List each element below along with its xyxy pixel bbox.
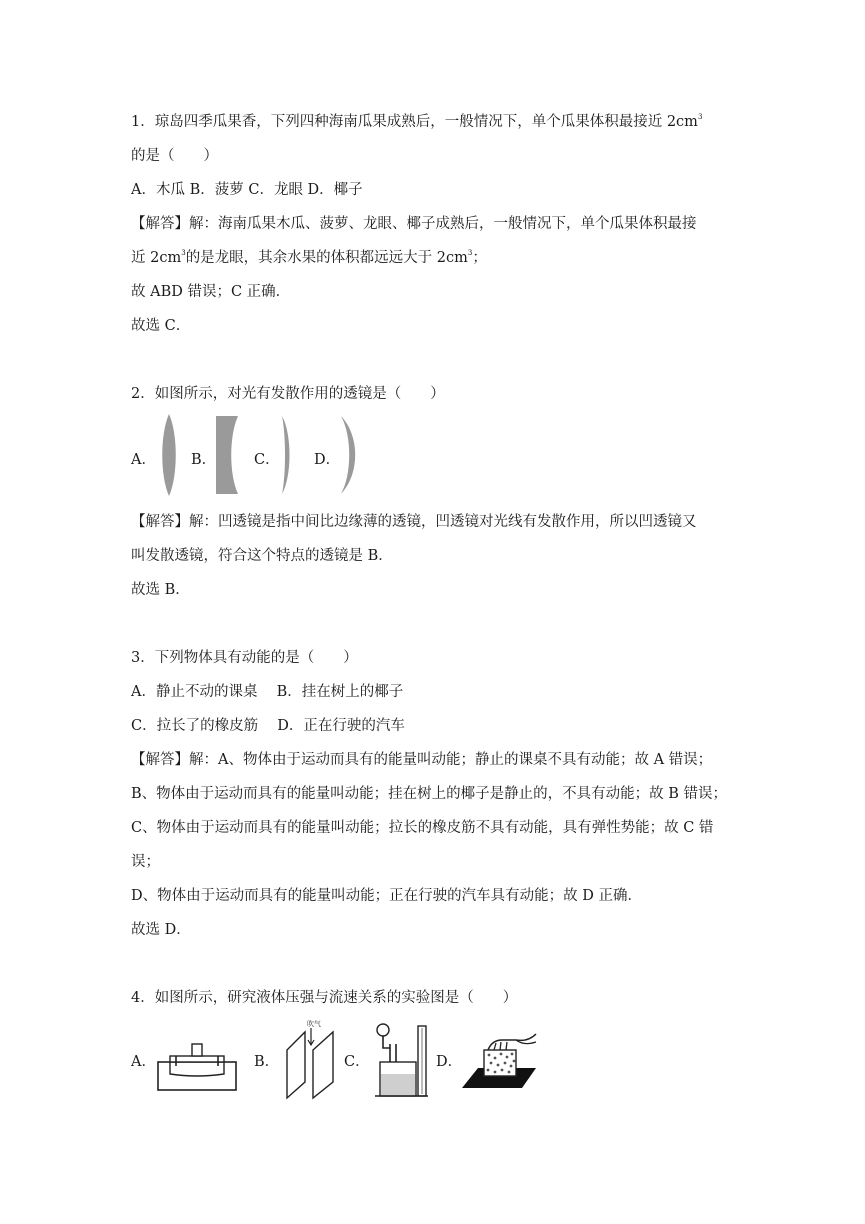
q3-answer-line3: C、物体由于运动而具有的能量叫动能；拉长的橡皮筋不具有动能，具有弹性势能；故 C 错 <box>131 820 714 836</box>
q4-option-d-label: D． <box>436 1054 463 1070</box>
spray-tube-figure <box>370 1018 432 1098</box>
q2-answer-line1: 【解答】解：凹透镜是指中间比边缘薄的透镜，凹透镜对光线有发散作用，所以凹透镜又 <box>131 514 697 530</box>
q1-answer-line3: 故 ABD 错误；C 正确． <box>131 284 291 300</box>
q3-answer-line6: 故选 D． <box>131 922 191 938</box>
q3-answer-line2: B、物体由于运动而具有的能量叫动能；挂在树上的椰子是静止的，不具有动能；故 B 错误； <box>131 786 728 802</box>
q2-option-a-label: A． <box>131 452 156 468</box>
q3-answer-line1: 【解答】解：A、物体由于运动而具有的能量叫动能；静止的课桌不具有动能；故 A 错误； <box>131 752 713 768</box>
pressure-table-figure <box>156 1038 238 1092</box>
q1-answer-line2: 近 $2cm^3$的是龙眼，其余水果的体积都远远大于 $2cm^3$； <box>131 249 487 266</box>
q1-options: A．木瓜 B．菠萝 C．龙眼 D．椰子 <box>131 182 363 198</box>
q3-options-cd: C．拉长了的橡皮筋 D．正在行驶的汽车 <box>131 718 405 734</box>
blow-label: 吹气 <box>307 1020 321 1028</box>
q4-option-a-label: A． <box>131 1054 156 1070</box>
q2-option-b-label: B． <box>191 452 217 468</box>
q3-options-ab: A．静止不动的课桌 B．挂在树上的椰子 <box>131 684 404 700</box>
q1-answer-line4: 故选 C． <box>131 318 191 334</box>
sponge-pressure-figure <box>458 1030 538 1094</box>
q1-answer-line1: 【解答】解：海南瓜果木瓜、菠萝、龙眼、椰子成熟后，一般情况下，单个瓜果体积最接 <box>131 216 697 232</box>
q4-option-b-label: B． <box>254 1054 280 1070</box>
q2-option-c-label: C． <box>254 452 280 468</box>
blowing-between-papers-figure <box>277 1016 343 1100</box>
q4-option-c-label: C． <box>344 1054 370 1070</box>
q3-answer-line5: D、物体由于运动而具有的能量叫动能；正在行驶的汽车具有动能；故 D 正确． <box>131 888 642 904</box>
convex-meniscus-lens-icon <box>278 414 294 496</box>
q2-stem: 2．如图所示，对光有发散作用的透镜是（ ） <box>131 386 445 402</box>
q2-answer-line3: 故选 B． <box>131 582 190 598</box>
q3-answer-line4: 误； <box>131 854 160 870</box>
concave-meniscus-lens-icon <box>338 414 360 496</box>
q1-stem-line2: 的是（ ） <box>131 148 218 164</box>
q3-stem: 3．下列物体具有动能的是（ ） <box>131 650 358 666</box>
q2-option-d-label: D． <box>314 452 341 468</box>
concave-lens-icon <box>214 414 242 496</box>
q2-answer-line2: 叫发散透镜，符合这个特点的透镜是 B． <box>131 548 393 564</box>
q4-stem: 4．如图所示，研究液体压强与流速关系的实验图是（ ） <box>131 990 518 1006</box>
convex-lens-icon <box>158 412 180 498</box>
q1-stem-line1: 1．琼岛四季瓜果香，下列四种海南瓜果成熟后，一般情况下，单个瓜果体积最接近 $2cm^3$ <box>131 113 703 130</box>
